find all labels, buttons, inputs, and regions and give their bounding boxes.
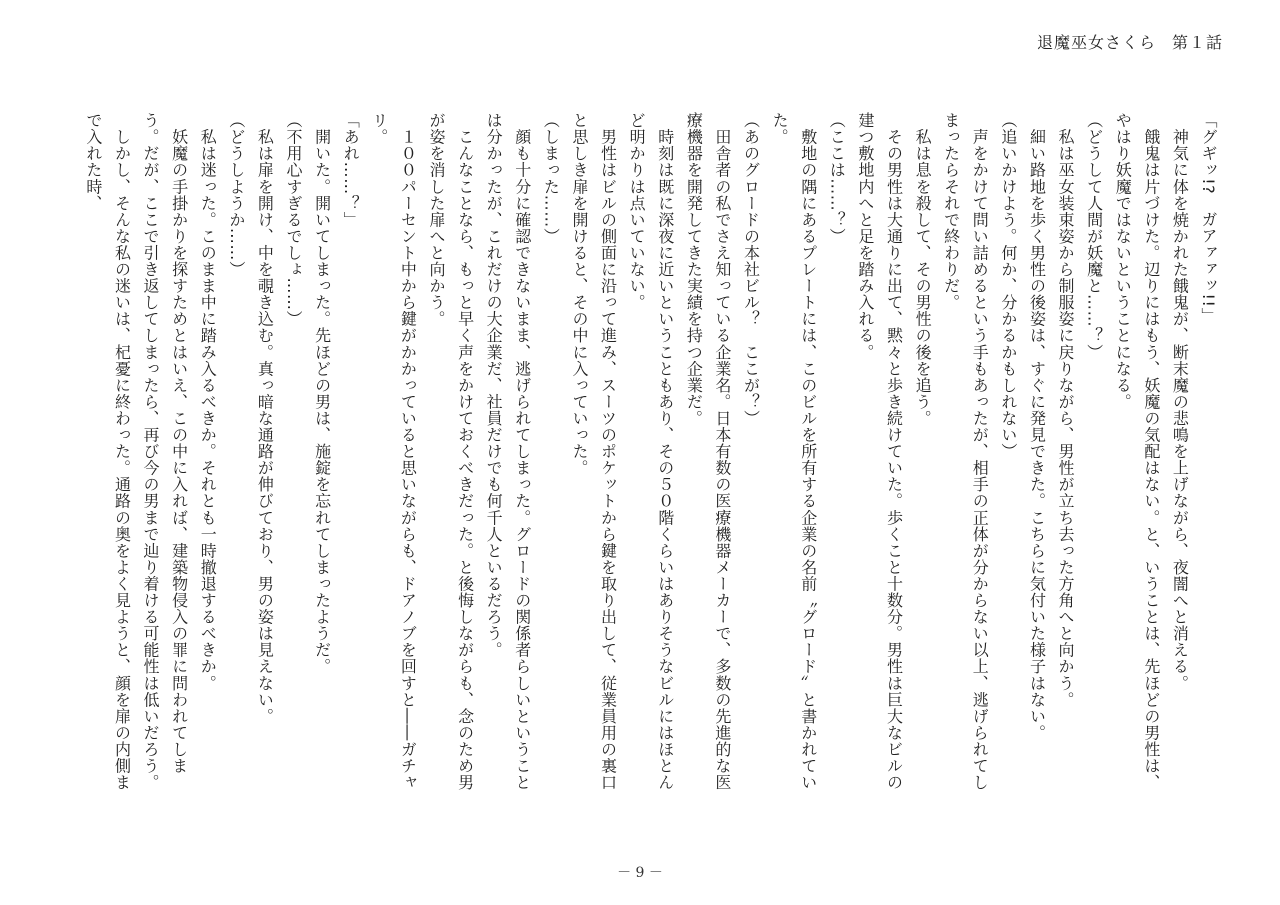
paragraph: こんなことなら、もっと早く声をかけておくべきだった。と後悔しながらも、念のため男が姿を消した扉へと向かう。 bbox=[426, 112, 475, 791]
paragraph: しかし、そんな私の迷いは、杞憂に終わった。通路の奥をよく見ようと、顔を扉の内側まで入れた時、 bbox=[83, 112, 132, 791]
paragraph: 私は巫女装束姿から制服姿に戻りながら、男性が立ち去った方角へと向かう。 bbox=[1056, 112, 1076, 708]
paragraph: 神気に体を焼かれた餓鬼が、断末魔の悲鳴を上げながら、夜闇へと消える。 bbox=[1170, 112, 1190, 692]
paragraph: 時刻は既に深夜に近いということもあり、その５０階くらいはありそうなビルにはほとんど明かりは点いていない。 bbox=[627, 112, 675, 791]
paragraph: 顔も十分に確認できないまま、逃げられてしまった。グロードの関係者らしいということは分かったが、これだけの大企業だ、社員だけでも何千人といるだろう。 bbox=[484, 112, 532, 791]
page-header bbox=[1037, 30, 1223, 53]
paragraph: 「グギッ!? ガアァァッ!!」 bbox=[1199, 112, 1218, 324]
paragraph: 私は扉を開け、中を覗き込む。真っ暗な通路が伸びており、男の姿は見えない。 bbox=[255, 112, 275, 725]
paragraph: 男性はビルの側面に沿って進み、スーツのポケットから鍵を取り出して、従業員用の裏口と思しき扉を開けると、その中に入っていった。 bbox=[569, 112, 618, 791]
paragraph: （追いかけよう。何か、分かるかもしれない） bbox=[998, 112, 1018, 460]
paragraph: 餓鬼は片づけた。辺りにはもう、妖魔の気配はない。と、いうことは、先ほどの男性は、やはり妖魔ではないということになる。 bbox=[1113, 112, 1161, 791]
paragraph: その男性は大通りに出て、黙々と歩き続けていた。歩くこと十数分。男性は巨大なビルの建つ敷地内へと足を踏み入れる。 bbox=[855, 112, 904, 791]
paragraph: 私は迷った。このまま中に踏み入るべきか。それとも一時撤退するべきか。 bbox=[198, 112, 218, 692]
paragraph: （どうして人間が妖魔と……？） bbox=[1084, 112, 1104, 361]
paragraph: 敷地の隅にあるプレートには、このビルを所有する企業の名前〝グロード〟と書かれていた。 bbox=[770, 112, 818, 791]
paragraph: 私は息を殺して、その男性の後を追う。 bbox=[913, 112, 933, 427]
paragraph: 妖魔の手掛かりを探すためとはいえ、この中に入れば、建築物侵入の罪に問われてしまう。だが、ここで引き返してしまったら、再び今の男まで辿り着ける可能性は低いだろう。 bbox=[141, 112, 189, 791]
paragraph: （あのグロードの本社ビル？ ここが？） bbox=[741, 112, 761, 427]
paragraph: 開いた。開いてしまった。先ほどの男は、施錠を忘れてしまったようだ。 bbox=[312, 112, 332, 675]
page-number: － 9 － bbox=[617, 865, 663, 881]
story-title: 退魔巫女さくら bbox=[1036, 33, 1156, 52]
paragraph: （ここは……？） bbox=[827, 112, 847, 245]
paragraph: 「あれ……？」 bbox=[341, 112, 361, 228]
vertical-body-text bbox=[62, 112, 1222, 802]
paragraph: 細い路地を歩く男性の後姿は、すぐに発見できた。こちらに気付いた様子はない。 bbox=[1027, 112, 1047, 741]
paragraph: １００パーセント中から鍵がかかっていると思いながらも、ドアノブを回すと――ガチャリ。 bbox=[369, 112, 418, 791]
paragraph: （不用心すぎるでしょ……） bbox=[284, 112, 303, 328]
paragraph: （どうしようか……） bbox=[226, 112, 246, 278]
paragraph: 声をかけて問い詰めるという手もあったが、相手の正体が分からない以上、逃げられてしまったらそれで終わりだ。 bbox=[941, 112, 990, 791]
paragraph: 田舎者の私でさえ知っている企業名。日本有数の医療機器メーカーで、多数の先進的な医療機器を開発してきた実績を持つ企業だ。 bbox=[684, 112, 732, 791]
paragraph: （しまった……） bbox=[541, 112, 561, 245]
chapter-label: 第１話 bbox=[1171, 33, 1223, 52]
